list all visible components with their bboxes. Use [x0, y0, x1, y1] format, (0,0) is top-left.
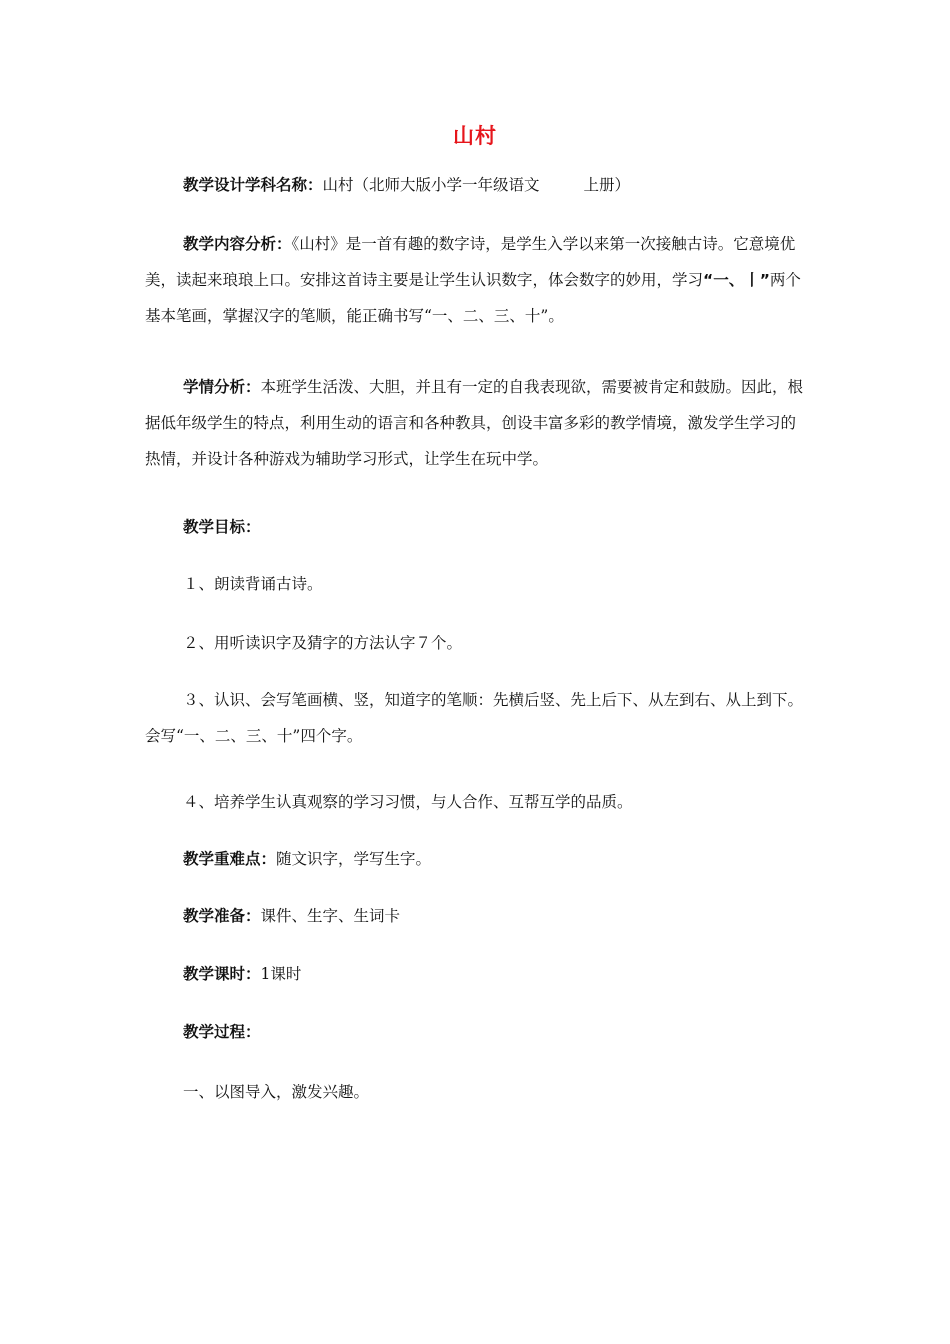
student-analysis-label: 学情分析： [183, 378, 261, 396]
hours-text: 1课时 [260, 965, 302, 983]
subject-line [145, 167, 807, 203]
student-analysis-text: 本班学生活泼、大胆，并且有一定的自我表现欲，需要被肯定和鼓励。因此，根据低年级学生的特点，利用生动的语言和各种教具，创设丰富多彩的教学情境，激发学生学习的热情，并设计各种游戏为辅助学习形式，让学生在玩中学。 [145, 378, 804, 468]
key-points-text: 随文识字，学写生字。 [276, 850, 432, 868]
goals-heading [145, 509, 807, 545]
document-title: 山村 [453, 124, 497, 148]
preparation-line [145, 898, 807, 934]
process-heading [145, 1014, 807, 1050]
preparation-text: 课件、生字、生词卡 [260, 907, 401, 925]
process-label: 教学过程： [183, 1023, 261, 1041]
goals-label: 教学目标： [183, 518, 261, 536]
hours-line [145, 956, 807, 992]
hours-label: 教学课时： [183, 965, 261, 983]
process-step: 一、以图导入，激发兴趣。 [183, 1083, 370, 1101]
content-analysis-strokes: “一、丨” [703, 271, 770, 289]
subject-text-tail: 上册） [583, 176, 631, 194]
goal-item: ４、培养学生认真观察的学习习惯，与人合作、互帮互学的品质。 [183, 793, 633, 811]
content-analysis-paragraph [145, 226, 807, 334]
key-points-line [145, 841, 807, 877]
content-analysis-label: 教学内容分析： [183, 235, 292, 253]
preparation-label: 教学准备： [183, 907, 261, 925]
goal-item: １、朗读背诵古诗。 [183, 575, 323, 593]
student-analysis-paragraph [145, 369, 807, 477]
goal-item: ２、用听读识字及猜字的方法认字７个。 [183, 634, 463, 652]
goal-item: ３、认识、会写笔画横、竖，知道字的笔顺：先横后竖、先上后下、从左到右、从上到下。会写“一、二、三、十”四个字。 [145, 691, 804, 745]
subject-text: 山村（北师大版小学一年级语文 [322, 176, 540, 194]
content-analysis-text: 《山村》是一首有趣的数字诗，是学生入学以来第一次接触古诗。它意境优美，读起来琅琅上口。安排这首诗主要是让学生认识数字，体会数字的妙用，学习 [145, 235, 796, 289]
subject-label: 教学设计学科名称： [183, 176, 323, 194]
key-points-label: 教学重难点： [183, 850, 277, 868]
content-analysis-text-tail: 两个基本笔画，掌握汉字的笔顺，能正确书写“一、二、三、十”。 [145, 271, 801, 325]
